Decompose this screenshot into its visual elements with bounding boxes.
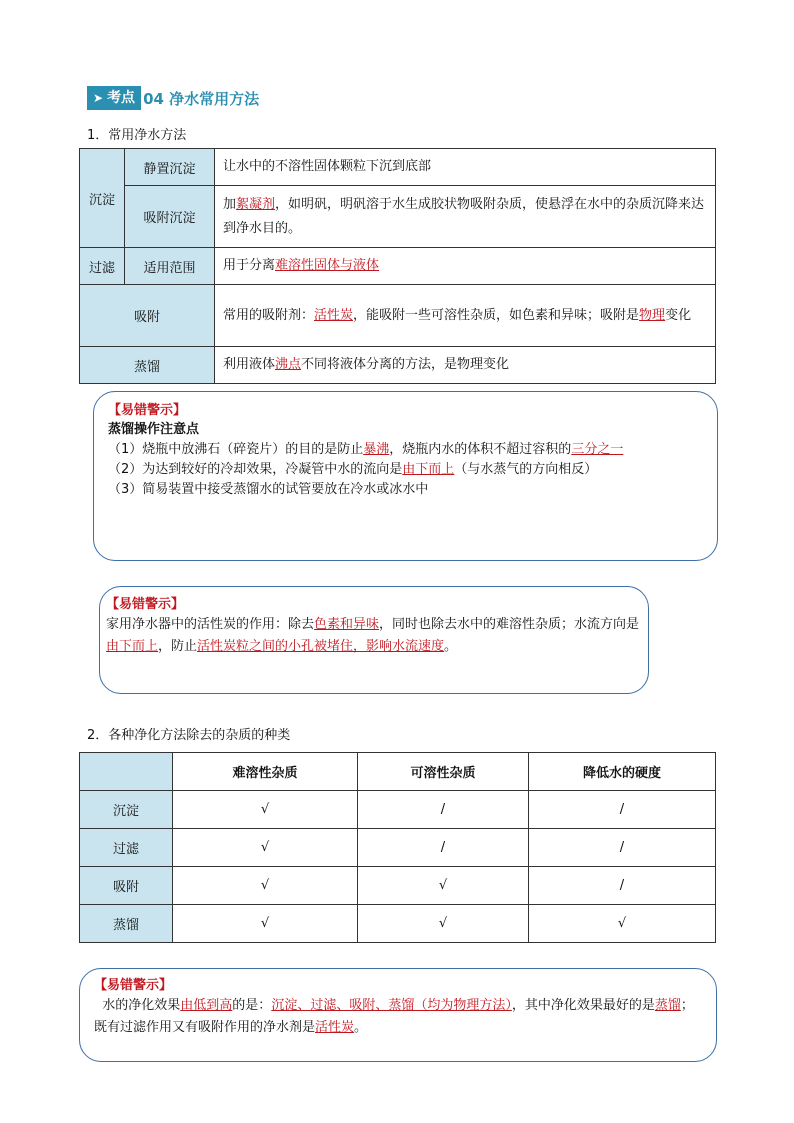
label-filtration-scope: 适用范围 [125, 248, 215, 285]
cell-hardness: / [529, 867, 716, 905]
table-row [80, 905, 716, 943]
group-precipitation: 沉淀 [80, 149, 125, 248]
cell-hardness: / [529, 829, 716, 867]
topic-title: 04 净水常用方法 [143, 89, 260, 108]
warning-line-2: （2）为达到较好的冷却效果，冷凝管中水的流向是由下而上（与水蒸气的方向相反） [108, 462, 598, 477]
warning-line-3: （3）简易装置中接受蒸馏水的试管要放在冷水或冰水中 [108, 482, 429, 497]
cell-insoluble: √ [173, 905, 358, 943]
warning-box-activated-carbon [99, 586, 649, 694]
row-method: 吸附 [80, 867, 173, 905]
cell-soluble: / [358, 829, 529, 867]
topic-header [87, 86, 259, 110]
label-adsorption: 吸附 [80, 285, 215, 347]
row-method: 过滤 [80, 829, 173, 867]
warning-label: 【易错警示】 [106, 597, 185, 612]
purification-methods-table [79, 148, 716, 384]
cell-hardness: / [529, 791, 716, 829]
warning-label: 【易错警示】 [94, 978, 173, 993]
warning-box-distillation [93, 391, 718, 561]
warning-text: 水的净化效果由低到高的是：沉淀、过滤、吸附、蒸馏（均为物理方法），其中净化效果最好的是蒸馏；既有过滤作用又有吸附作用的净水剂是活性炭。 [94, 998, 694, 1035]
table-header-row [80, 753, 716, 791]
table-row [80, 829, 716, 867]
header-soluble: 可溶性杂质 [358, 753, 529, 791]
section1-title: 1．常用净水方法 [87, 128, 187, 143]
label-static-precipitation: 静置沉淀 [125, 149, 215, 186]
section2-title: 2．各种净化方法除去的杂质的种类 [87, 728, 291, 743]
warning-text: 家用净水器中的活性炭的作用：除去色素和异味，同时也除去水中的难溶性杂质；水流方向是由下而上，防止活性炭粒之间的小孔被堵住，影响水流速度。 [106, 617, 640, 654]
warning-line-1: （1）烧瓶中放沸石（碎瓷片）的目的是防止暴沸，烧瓶内水的体积不超过容积的三分之一 [108, 442, 624, 457]
cell-insoluble: √ [173, 867, 358, 905]
cell-soluble: √ [358, 867, 529, 905]
topic-tag [87, 86, 141, 110]
header-hardness: 降低水的硬度 [529, 753, 716, 791]
desc-adsorption: 常用的吸附剂：活性炭，能吸附一些可溶性杂质，如色素和异味；吸附是物理变化 [215, 285, 716, 347]
table-row [80, 867, 716, 905]
impurity-removal-table [79, 752, 716, 943]
label-distillation: 蒸馏 [80, 347, 215, 384]
table-row [80, 791, 716, 829]
row-method: 沉淀 [80, 791, 173, 829]
desc-filtration: 用于分离难溶性固体与液体 [215, 248, 716, 285]
desc-adsorption-precipitation: 加絮凝剂，如明矾，明矾溶于水生成胶状物吸附杂质，使悬浮在水中的杂质沉降来达到净水目的。 [215, 186, 716, 248]
desc-static-precipitation: 让水中的不溶性固体颗粒下沉到底部 [215, 149, 716, 186]
label-adsorption-precipitation: 吸附沉淀 [125, 186, 215, 248]
topic-tag-label: 考点 [107, 90, 136, 106]
desc-distillation: 利用液体沸点不同将液体分离的方法，是物理变化 [215, 347, 716, 384]
warning-label: 【易错警示】 [108, 403, 187, 418]
group-filtration: 过滤 [80, 248, 125, 285]
header-insoluble: 难溶性杂质 [173, 753, 358, 791]
warning-box-purification-order [79, 968, 717, 1062]
cell-soluble: √ [358, 905, 529, 943]
header-corner [80, 753, 173, 791]
row-method: 蒸馏 [80, 905, 173, 943]
warning-subtitle: 蒸馏操作注意点 [108, 422, 200, 437]
arrow-right-icon: ➤ [93, 91, 104, 105]
cell-insoluble: √ [173, 791, 358, 829]
cell-soluble: / [358, 791, 529, 829]
cell-insoluble: √ [173, 829, 358, 867]
cell-hardness: √ [529, 905, 716, 943]
